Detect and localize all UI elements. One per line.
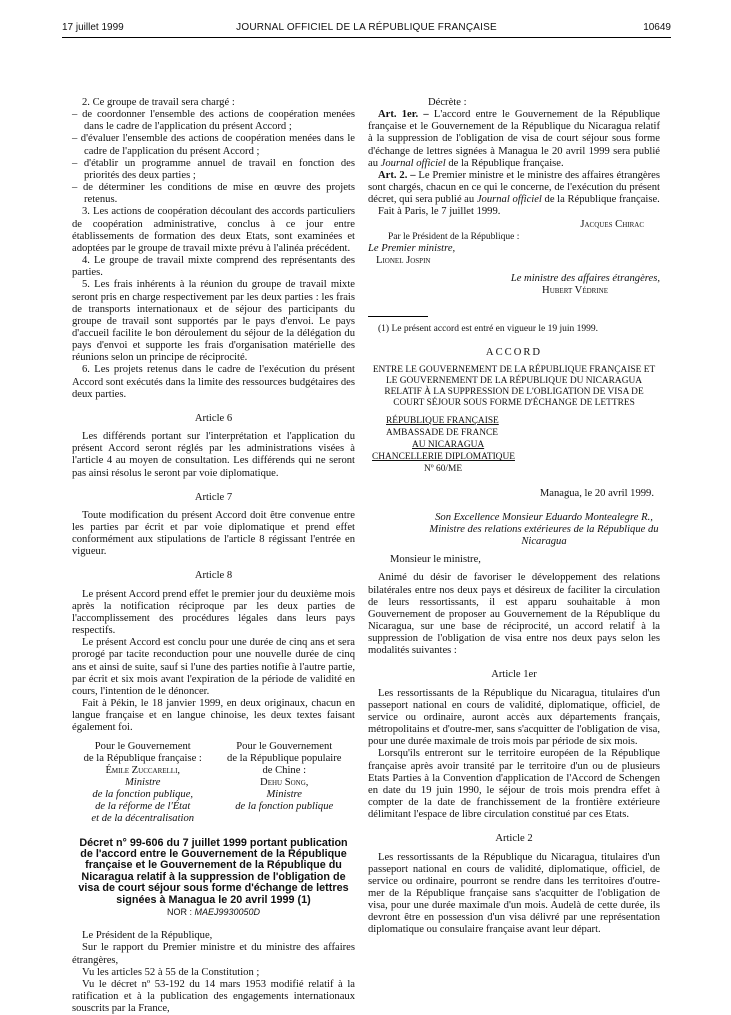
header-rule [62, 37, 671, 38]
text: de la République française. [541, 194, 660, 206]
page-header [62, 22, 671, 38]
decree-verb: Décrète : [428, 97, 467, 108]
list-item: – de déterminer les conditions de mise en œuvre des projets retenus. [72, 182, 355, 206]
accord-subtitle: ENTRE LE GOUVERNEMENT DE LA RÉPUBLIQUE FRANÇAISE ET LE GOUVERNEMENT DE LA RÉPUBLIQUE DU NICARAGUA RELATIF À LA SUPPRESSION DE L'OBLIGATION DE VISA DE COURT SÉJOUR SOUS FORME D'ÉCHANGE DE LETTRES [372, 364, 656, 408]
salutation: Monsieur le ministre, [390, 554, 481, 566]
sig-line: de la fonction publique, [92, 789, 194, 801]
letter-date: Managua, le 20 avril 1999. [539, 487, 654, 499]
sig-line: Ministre [124, 776, 161, 788]
sig-line: de la réforme de l'État [95, 801, 191, 813]
list-item: – d'évaluer l'ensemble des actions de coopération menées dans le cadre de l'application du présent Accord ; [72, 133, 355, 157]
letter-reference: Nº 60/ME [424, 464, 463, 475]
pm-name: Lionel Jospin [376, 255, 431, 267]
embassy-line: AMBASSADE DE FRANCE [386, 427, 498, 438]
paragraph: 6. Les projets retenus dans le cadre de l'exécution du présent Accord sont exécutés dans la limite des ressources budgétaires des deux parties. [72, 364, 355, 400]
sig-line: de Chine : [262, 764, 307, 776]
paragraph: 2. Ce groupe de travail sera chargé : [82, 97, 235, 108]
text: L'accord entre le Gouvernement de la République française et le Gouvernement de la République du Nicaragua relatif à la suppression de l'obligation de visa de court séjour sous forme d'échange de lettres signées à Managua le 20 avril 1999 sera publié au [368, 109, 660, 169]
by-president: Par le Président de la République : [388, 231, 520, 242]
nor-reference [72, 906, 355, 918]
pm-title: Le Premier ministre, [368, 242, 456, 254]
page-number: 10649 [643, 22, 671, 33]
sig-line: Pour le Gouvernement [94, 740, 191, 752]
article-heading: Article 7 [194, 491, 233, 503]
paragraph: 4. Le groupe de travail mixte comprend des représentants des parties. [72, 255, 355, 279]
republic-line: RÉPUBLIQUE FRANÇAISE [386, 415, 499, 426]
nor-code: MAEJ9930050D [194, 907, 261, 918]
paragraph: Lorsqu'ils entreront sur le territoire européen de la République française après avoir transité par le territoire d'un ou de plusieurs Etats Parties à la Convention d'application de l'Accord de Schengen en date du 19 juin 1990, le séjour de trois mois prendra effet à compter de la date de franchissement de la frontière extérieure délimitant l'espace de libre circulation constitué par ces Etats. [368, 748, 660, 821]
paragraph: Animé du désir de favoriser le développement des relations bilatérales entre nos deux pays et désireux de faciliter la circulation de leurs ressortissants, il est apparu souhaitable à mon Gouvernement de proposer au Gouvernement de la République du Nicaragua, sur une base de réciprocité, un accord relatif à la suppression de l'obligation de visa entre nos deux pays selon les modalités suivantes : [368, 572, 660, 657]
paragraph: Le Président de la République, [82, 930, 213, 942]
paragraph: Vu les articles 52 à 55 de la Constitution ; [82, 966, 260, 978]
sig-line: Pour le Gouvernement [236, 740, 333, 752]
article-heading: Article 8 [194, 570, 233, 582]
paragraph: Les différends portant sur l'interprétation et l'application du présent Accord seront réglés par les administrations visées à l'article 4 au moyen de consultation. Les différends qui ne seront pas ainsi résolus le seront par voie diplomatique. [72, 431, 355, 479]
footnote: (1) Le présent accord est entré en vigueur le 19 juin 1999. [378, 323, 599, 334]
sig-line: de la République populaire [227, 752, 342, 764]
chancellery-line: CHANCELLERIE DIPLOMATIQUE [372, 452, 515, 463]
paragraph: Les ressortissants de la République du Nicaragua, titulaires d'un passeport national en cours de validité, diplomatique, officiel, de service ou ordinaire, pourront se rendre dans les territoires d'outre-mer de la République française sans s'acquitter de l'obligation de visa, pour une durée maximale d'un mois. Audelà de cette durée, ils devront être en possession d'un visa délivré par une représentation diplomatique ou consulaire française avant leur départ. [368, 851, 660, 936]
decree-title: Décret n° 99-606 du 7 juillet 1999 portant publication de l'accord entre le Gouvernement de la République française et le Gouvernement de la République du Nicaragua relatif à la suppression de l'obligation de visa de court séjour sous forme d'échange de lettres signées à Managua le 20 avril 1999 (1) [78, 836, 349, 906]
embassy-country: AU NICARAGUA [412, 440, 485, 451]
paragraph: Vu le décret nº 53-192 du 14 mars 1953 modifié relatif à la ratification et à la publication des engagements internationaux souscrits par la France, [72, 978, 355, 1015]
header-date: 17 juillet 1999 [62, 22, 124, 33]
text: Le Premier ministre et le ministre des affaires étrangères sont chargés, chacun en ce qui le concerne, de l'exécution du présent décret, qui sera publié au [368, 169, 660, 206]
paragraph: 3. Les actions de coopération découlant des accords particuliers de coopération administrative, conclus à ce jour entre établissements de formation des deux Etats, sont examinées et adoptées par le groupe de travail mixte prévu à l'alinéa précédent. [72, 206, 355, 254]
article-heading: Article 1er [491, 669, 537, 681]
left-column [72, 97, 355, 1015]
signatory-name: Émile Zuccarelli, [105, 764, 181, 776]
article-1 [368, 109, 660, 170]
paragraph: Le présent Accord est conclu pour une durée de cinq ans et sera prorogé par tacite reconduction pour une nouvelle durée de cinq ans et ainsi de suite, sauf si l'une des parties notifie à l'autre partie, par écrit et six mois avant l'expiration de la période de validité en cours, l'intention de le dénoncer. [72, 637, 355, 697]
signature-block [72, 741, 355, 826]
article-2 [368, 170, 660, 206]
mae-name: Hubert Védrine [542, 285, 608, 297]
list-item: – d'établir un programme annuel de travail en fonction des priorités des deux parties ; [72, 157, 355, 181]
article-heading: Article 2 [495, 833, 533, 845]
mae-title: Le ministre des affaires étrangères, [510, 273, 660, 285]
paragraph: 5. Les frais inhérents à la réunion du groupe de travail mixte seront pris en charge respectivement par les deux parties : les frais de transports internationaux et de séjour des participants du groupe de travail sont supportés par le pays d'envoi. Le pays d'accueil facilite le bon déroulement du séjour de la délégation du pays d'envoi et supporte les frais d'organisation matérielle des réunions selon un principe de réciprocité. [72, 279, 355, 364]
sig-line: de la fonction publique [235, 801, 334, 813]
signature-china [214, 741, 356, 826]
article-label: Art. 1er. – [378, 109, 429, 121]
footnote-rule [368, 316, 428, 317]
article-heading: Article 6 [194, 412, 233, 424]
nor-label: NOR : [166, 907, 192, 918]
paragraph: Fait à Pékin, le 18 janvier 1999, en deux originaux, chacun en langue française et en langue chinoise, les deux textes faisant également foi. [72, 698, 355, 734]
president-name: Jacques Chirac [580, 218, 644, 230]
paragraph: Les ressortissants de la République du Nicaragua, titulaires d'un passeport national en cours de validité, diplomatique, officiel, de service ou ordinaire, auront accès aux départements français, métropolitains et d'outre-mer, sans s'acquitter de l'obligation de visa, pour une durée maximale de trois mois par période de six mois. [368, 687, 660, 748]
text: Journal officiel [380, 157, 446, 169]
journal-title: JOURNAL OFFICIEL DE LA RÉPUBLIQUE FRANÇAISE [236, 22, 497, 33]
sig-line: et de la décentralisation [91, 813, 195, 825]
paragraph: Toute modification du présent Accord doit être convenue entre les parties par écrit et par voie diplomatique et prend effet conformément aux stipulations de l'article 8 régissant l'entrée en vigueur. [72, 509, 355, 558]
article-label: Art. 2. – [378, 169, 416, 181]
signatory-name: Dehu Song, [260, 776, 309, 788]
right-column [368, 97, 660, 937]
text: de la République française. [445, 157, 564, 169]
list-item: – de coordonner l'ensemble des actions de coopération menées dans le cadre de l'application du présent Accord ; [72, 109, 355, 133]
sig-line: de la République française : [83, 752, 202, 764]
sig-line: Ministre [266, 789, 302, 801]
paragraph: Le présent Accord prend effet le premier jour du deuxième mois après la notification réciproque par les deux parties de l'accomplissement des procédures légales dans leurs pays respectifs. [72, 588, 355, 637]
addressee: Son Excellence Monsieur Eduardo Montealegre R., Ministre des relations extérieures de la République du Nicaragua [429, 511, 659, 548]
paragraph: Fait à Paris, le 7 juillet 1999. [378, 206, 501, 218]
signature-france [72, 741, 214, 826]
accord-heading: ACCORD [485, 346, 543, 358]
paragraph: Sur le rapport du Premier ministre et du ministre des affaires étrangères, [72, 942, 355, 966]
text: Journal officiel [476, 194, 542, 206]
